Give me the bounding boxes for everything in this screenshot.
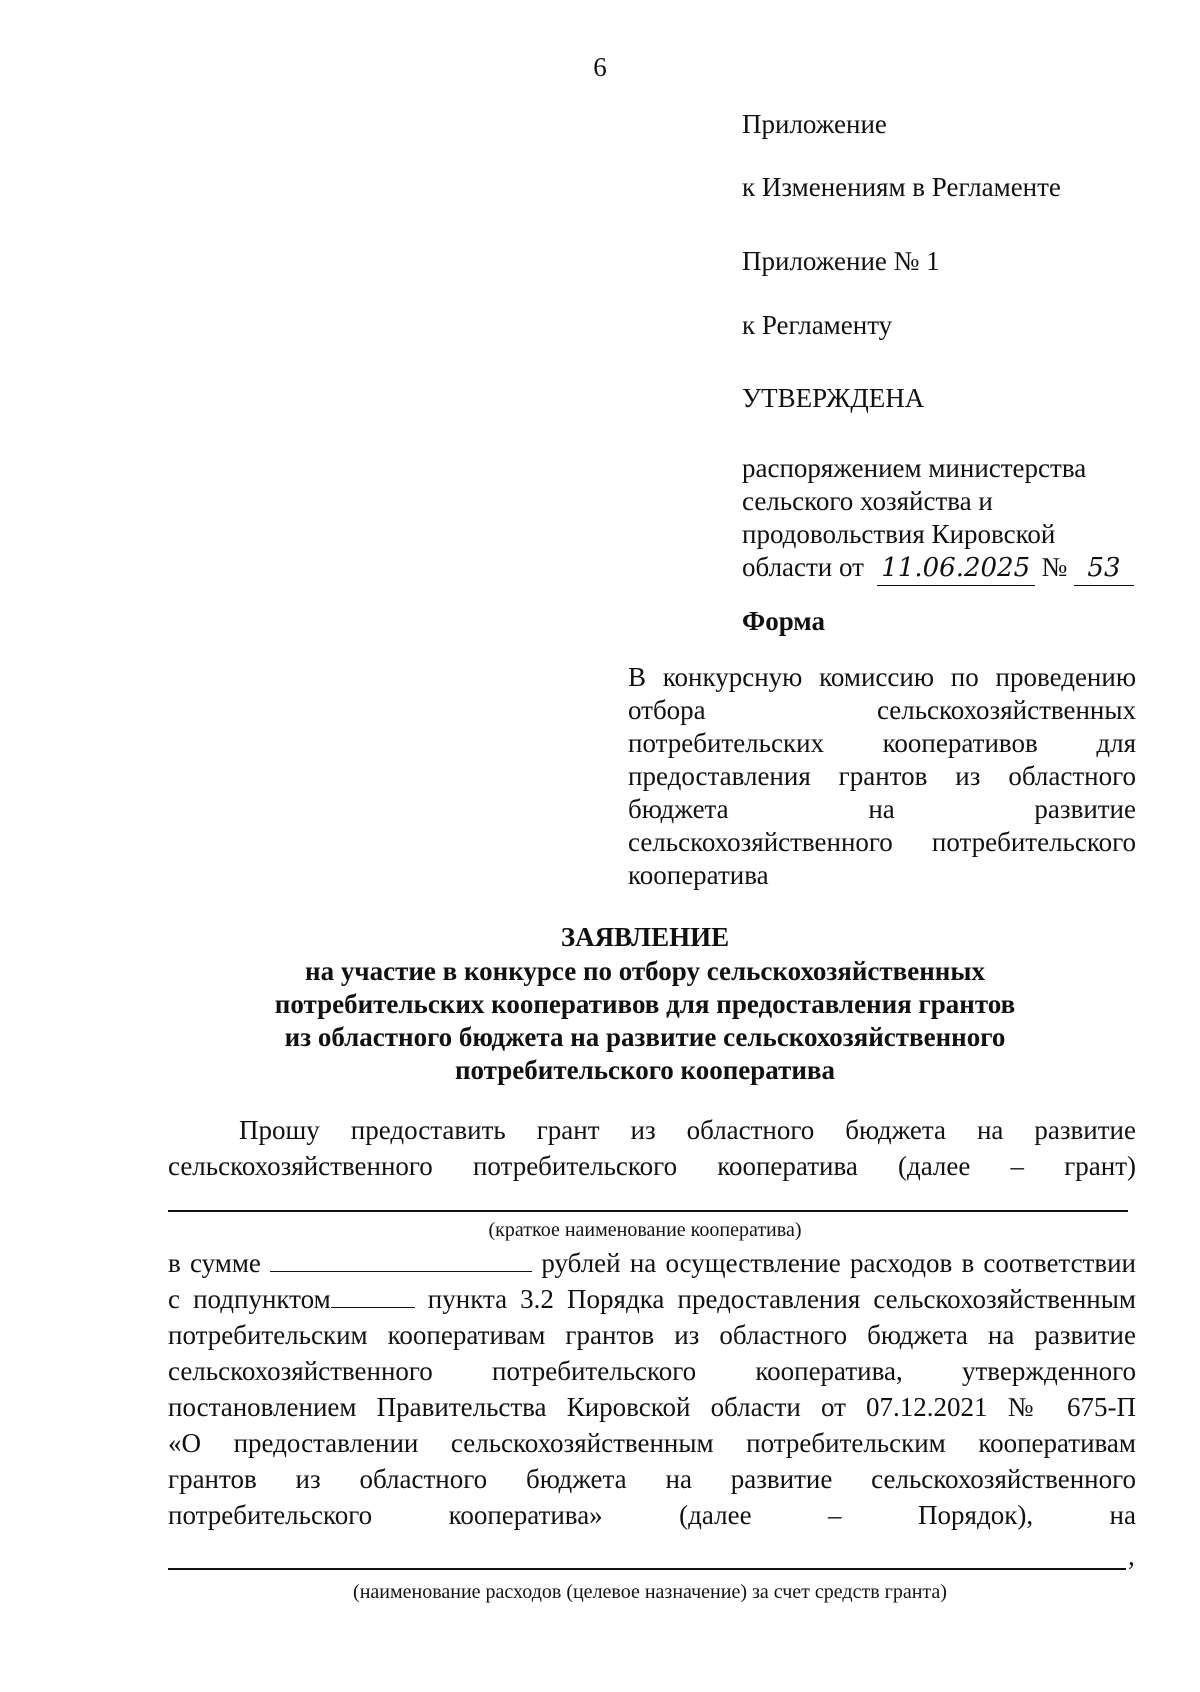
sum-field xyxy=(270,1245,532,1272)
intro-line: сельскохозяйственного потребительского кооператива (далее – грант) xyxy=(168,1151,1136,1181)
order-prefix: области от xyxy=(742,552,864,582)
order-line-1: распоряжением министерства xyxy=(742,453,1087,483)
intro-paragraph xyxy=(168,1112,1136,1184)
subpoint-suffix: пункта 3.2 Порядка предоставления сельскохозяйственным xyxy=(427,1284,1136,1314)
appendix-number: Приложение № 1 xyxy=(742,246,940,276)
title-subline: из областного бюджета на развитие сельскохозяйственного xyxy=(284,1022,1006,1052)
addressee-line: предоставления грантов из областного xyxy=(628,761,1136,791)
expenses-caption: (наименование расходов (целевое назначение) за счет средств гранта) xyxy=(353,1581,947,1603)
body-line: потребительским кооперативам грантов из областного бюджета на развитие xyxy=(168,1320,1136,1350)
page-number: 6 xyxy=(593,52,607,82)
subpoint-prefix: с подпунктом xyxy=(168,1284,331,1314)
addressee-line: кооператива xyxy=(628,860,769,890)
subpoint-row xyxy=(168,1281,1136,1317)
approved-label: УТВЕРЖДЕНА xyxy=(742,383,925,413)
body-line: сельскохозяйственного потребительского кооператива, утвержденного xyxy=(168,1356,1136,1386)
order-date-field xyxy=(877,551,1035,586)
sum-suffix: рублей на осуществление расходов в соответствии xyxy=(541,1248,1136,1278)
title-subline: на участие в конкурсе по отбору сельскохозяйственных xyxy=(305,956,985,986)
body-line: грантов из областного бюджета на развитие сельскохозяйственного xyxy=(168,1464,1136,1494)
form-label: Форма xyxy=(742,606,826,636)
addressee-block xyxy=(628,661,1136,892)
addressee-line: потребительских кооперативов для xyxy=(628,728,1136,758)
sum-line xyxy=(168,1245,1136,1533)
appendix-label: Приложение xyxy=(742,109,887,139)
document-title: ЗАЯВЛЕНИЕ xyxy=(560,922,730,952)
subpoint-field xyxy=(331,1281,415,1308)
addressee-line: В конкурсную комиссию по проведению xyxy=(628,662,1136,692)
to-regulation: к Регламенту xyxy=(742,310,893,340)
order-line-3: продовольствия Кировской xyxy=(742,519,1056,549)
order-number-label: № xyxy=(1041,552,1068,582)
coop-name-line xyxy=(168,1210,1128,1212)
order-number-field xyxy=(1074,551,1134,586)
appendix-to-changes: к Изменениям в Регламенте xyxy=(742,172,1061,202)
intro-line: Прошу предоставить грант из областного бюджета на развитие xyxy=(239,1115,1136,1145)
body-line: постановлением Правительства Кировской области от 07.12.2021 № 675-П xyxy=(168,1392,1136,1422)
sum-prefix: в сумме xyxy=(168,1248,261,1278)
coop-name-caption: (краткое наименование кооператива) xyxy=(488,1219,802,1241)
sum-row xyxy=(168,1245,1136,1281)
addressee-line: отбора сельскохозяйственных xyxy=(628,695,1136,725)
expenses-comma: , xyxy=(1128,1541,1135,1571)
body-line: потребительского кооператива» (далее – Порядок), на xyxy=(168,1500,1136,1530)
addressee-line: бюджета на развитие xyxy=(628,794,1136,824)
body-line: «О предоставлении сельскохозяйственным потребительским кооперативам xyxy=(168,1428,1136,1458)
order-line-4 xyxy=(742,551,1134,586)
title-subline: потребительских кооперативов для предоставления грантов xyxy=(274,989,1016,1019)
order-date: 11.06.2025 xyxy=(881,553,1031,583)
addressee-line: сельскохозяйственного потребительского xyxy=(628,827,1136,857)
order-number: 53 xyxy=(1087,553,1121,583)
order-line-2: сельского хозяйства и xyxy=(742,486,993,516)
title-subline: потребительского кооператива xyxy=(454,1055,835,1085)
expenses-line xyxy=(168,1568,1126,1570)
